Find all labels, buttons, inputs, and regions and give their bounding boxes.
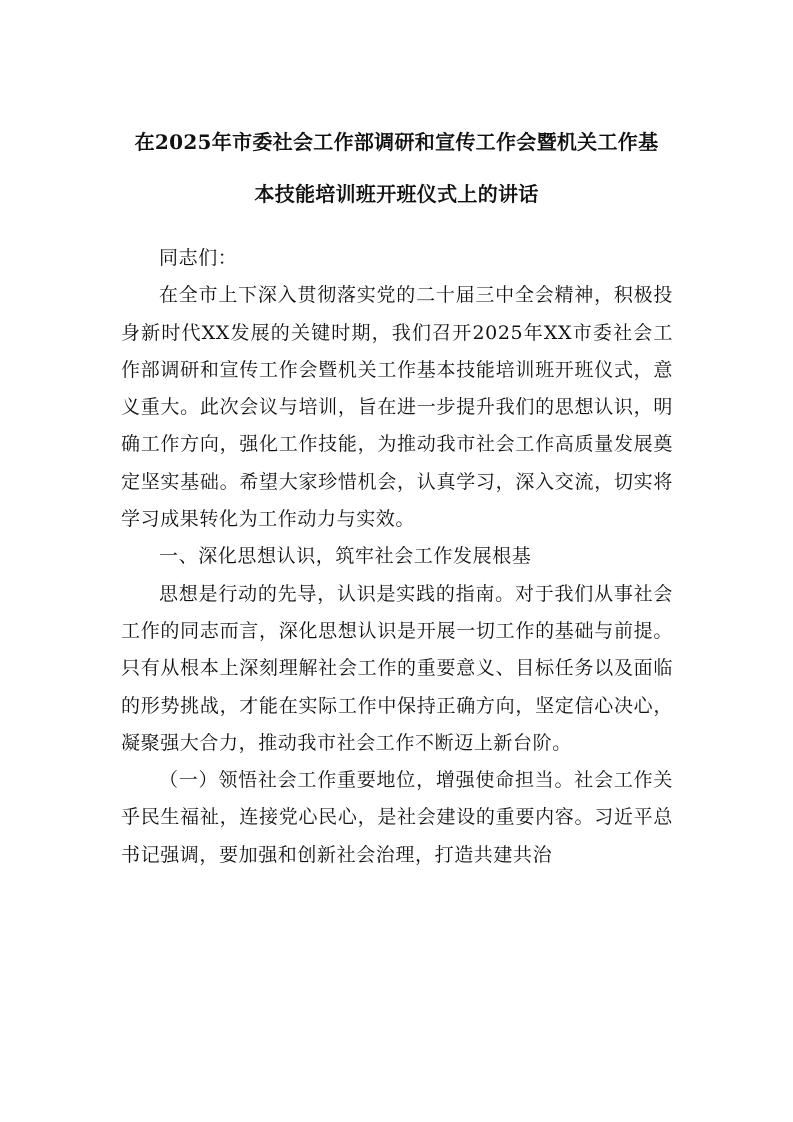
paragraph-intro: 在全市上下深入贯彻落实党的二十届三中全会精神，积极投身新时代XX发展的关键时期，我们召开2025年XX市委社会工作部调研和宣传工作会暨机关工作基本技能培训班开班仪式，意义重大。此次会议与培训，旨在进一步提升我们的思想认识，明确工作方向，强化工作技能，为推动我市社会工作高质量发展奠定坚实基础。希望大家珍惜机会，认真学习，深入交流，切实将学习成果转化为工作动力与实效。 [121,284,673,531]
document-body [121,240,673,874]
subsection-paragraph-1: （一）领悟社会工作重要地位，增强使命担当。社会工作关乎民生福祉，连接党心民心，是社会建设的重要内容。习近平总书记强调，要加强和创新社会治理，打造共建共治 [121,769,673,866]
greeting: 同志们： [159,247,238,269]
section-heading-1: 一、深化思想认识，筑牢社会工作发展根基 [159,545,532,568]
document-title-line-2: 本技能培训班开班仪式上的讲话 [254,182,539,206]
paragraph-section-1: 思想是行动的先导，认识是实践的指南。对于我们从事社会工作的同志而言，深化思想认识是开展一切工作的基础与前提。只有从根本上深刻理解社会工作的重要意义、目标任务以及面临的形势挑战，才能在实际工作中保持正确方向，坚定信心决心，凝聚强大合力，推动我市社会工作不断迈上新台阶。 [121,582,673,754]
document-title-line-1: 在2025年市委社会工作部调研和宣传工作会暨机关工作基 [134,130,659,154]
